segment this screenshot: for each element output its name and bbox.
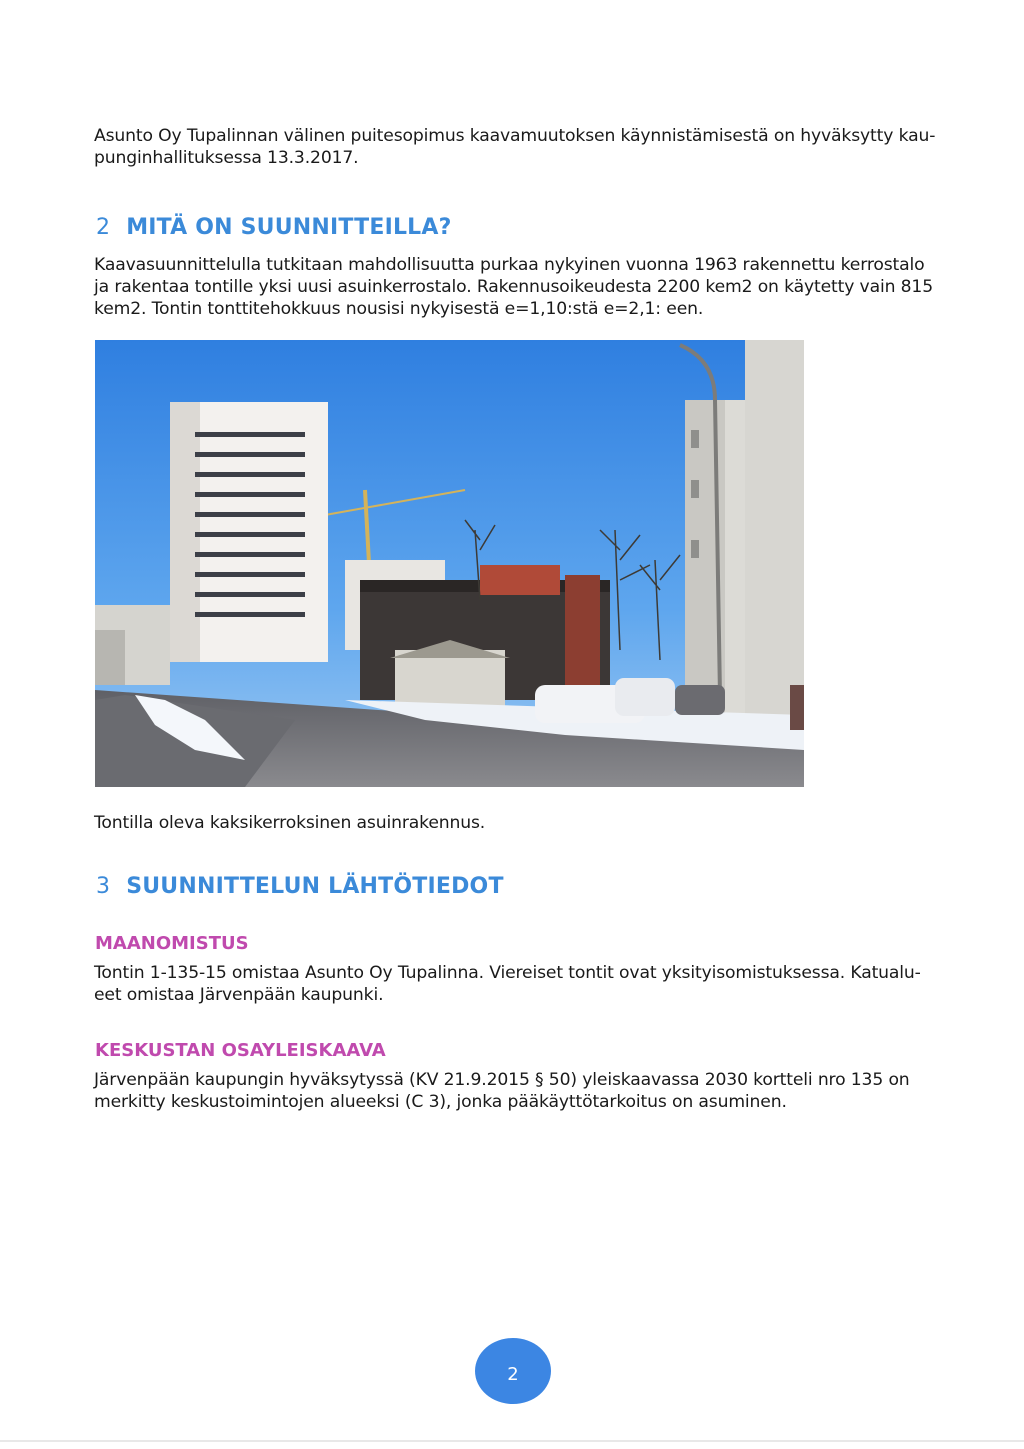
section-3-title: SUUNNITTELUN LÄHTÖTIEDOT: [126, 874, 504, 899]
page-number-badge: [475, 1338, 551, 1404]
osayleiskaava-line-1: Järvenpään kaupungin hyväksytyssä (KV 21.9.2015 § 50) yleiskaavassa 2030 kortteli nro 135 on: [94, 1070, 910, 1090]
street-photo: [95, 340, 804, 787]
intro-line-1: Asunto Oy Tupalinnan välinen puitesopimus kaavamuutoksen käynnistämisestä on hyväksytty kau-: [94, 126, 936, 146]
maanomistus-heading: MAANOMISTUS: [95, 933, 249, 954]
section-2-line-3: kem2. Tontin tonttitehokkuus nousisi nykyisestä e=1,10:stä e=2,1: een.: [94, 299, 704, 319]
page-number: 2: [507, 1363, 519, 1385]
section-2-number: 2: [96, 215, 111, 240]
page-bottom-edge: [0, 1440, 1024, 1442]
section-3-number: 3: [96, 874, 111, 899]
osayleiskaava-heading: KESKUSTAN OSAYLEISKAAVA: [95, 1040, 386, 1061]
photo-caption: Tontilla oleva kaksikerroksinen asuinrakennus.: [94, 813, 486, 833]
osayleiskaava-line-2: merkitty keskustoimintojen alueeksi (C 3), jonka pääkäyttötarkoitus on asuminen.: [94, 1092, 787, 1112]
maanomistus-line-2: eet omistaa Järvenpään kaupunki.: [94, 985, 384, 1005]
intro-line-2: punginhallituksessa 13.3.2017.: [94, 148, 359, 168]
section-2-line-2: ja rakentaa tontille yksi uusi asuinkerrostalo. Rakennusoikeudesta 2200 kem2 on käytetty vain 815: [94, 277, 933, 297]
section-2-paragraph: [94, 254, 932, 320]
section-3-heading: [96, 874, 504, 899]
section-2-heading: [96, 215, 452, 240]
osayleiskaava-paragraph: [94, 1069, 932, 1113]
section-2-title: MITÄ ON SUUNNITTEILLA?: [126, 215, 452, 240]
maanomistus-paragraph: [94, 962, 932, 1006]
section-2-line-1: Kaavasuunnittelulla tutkitaan mahdollisuutta purkaa nykyinen vuonna 1963 rakennettu kerrostalo: [94, 255, 925, 275]
maanomistus-line-1: Tontin 1-135-15 omistaa Asunto Oy Tupalinna. Viereiset tontit ovat yksityisomistuksessa. Katualu-: [94, 963, 921, 983]
intro-paragraph: [94, 125, 936, 169]
